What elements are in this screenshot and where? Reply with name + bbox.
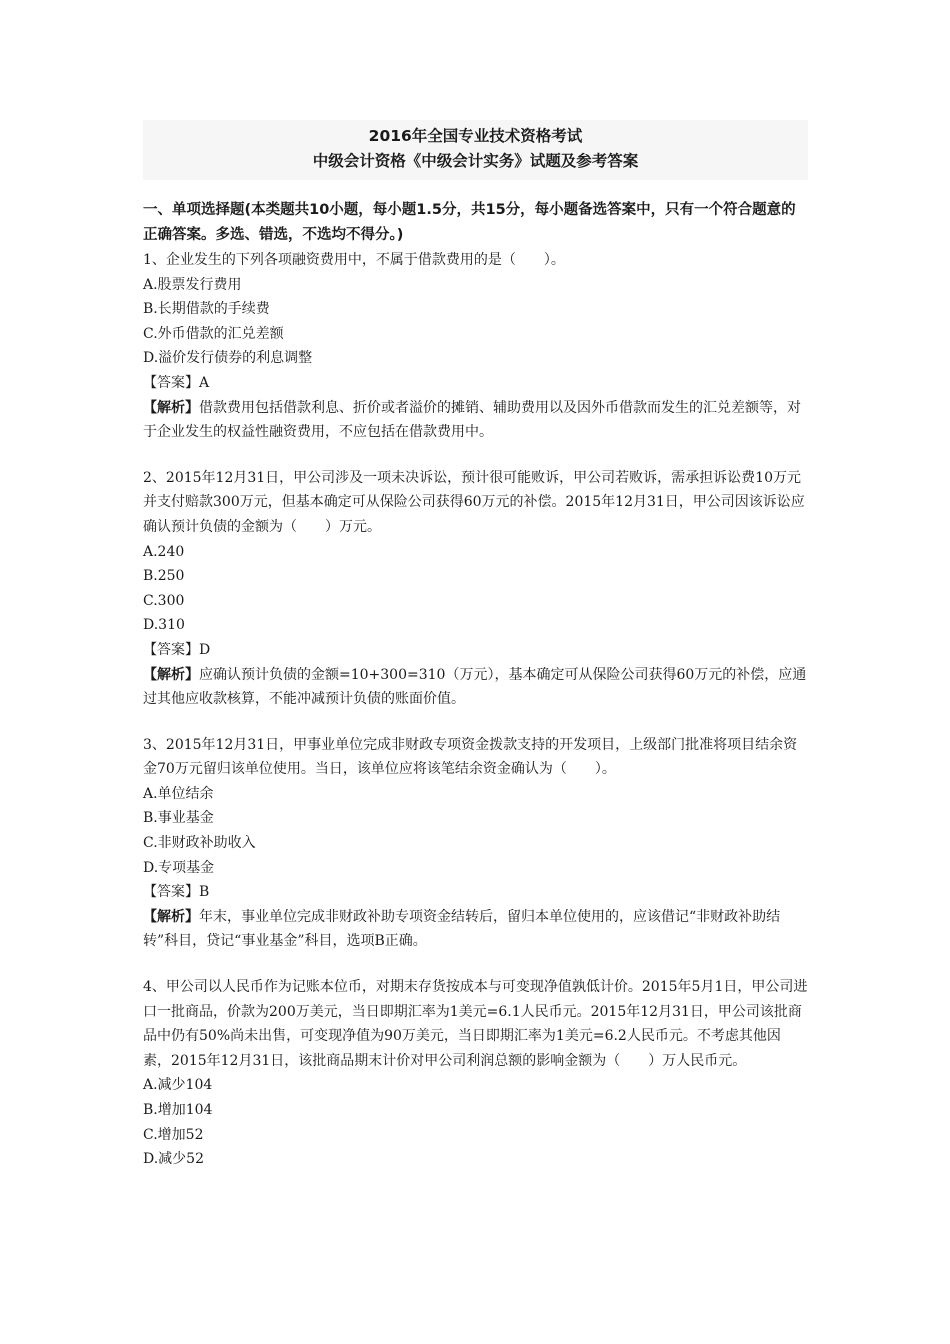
answer-line: 【答案】D xyxy=(143,641,211,658)
option-a: A.股票发行费用 xyxy=(143,276,242,293)
analysis-label: 【解析】 xyxy=(143,908,199,925)
answer-line: 【答案】A xyxy=(143,374,210,391)
analysis xyxy=(143,663,808,712)
question-stem: 2、2015年12月31日，甲公司涉及一项未决诉讼，预计很可能败诉，甲公司若败诉，需承担诉讼费10万元并支付赔款300万元，但基本确定可从保险公司获得60万元的补偿。2015年12月31日，甲公司因该诉讼应确认预计负债的金额为（ ）万元。 xyxy=(143,469,805,535)
section-heading: 一、单项选择题(本类题共10小题，每小题1.5分，共15分，每小题备选答案中，只有一个符合题意的正确答案。多选、错选，不选均不得分。) xyxy=(143,202,796,243)
analysis-text: 应确认预计负债的金额=10+300=310（万元），基本确定可从保险公司获得60万元的补偿，应通过其他应收款核算，不能冲减预计负债的账面价值。 xyxy=(143,666,807,708)
document-subtitle: 中级会计资格《中级会计实务》试题及参考答案 xyxy=(312,152,639,170)
document-page xyxy=(143,120,808,1172)
option-a: A.单位结余 xyxy=(143,785,214,802)
option-b: B.长期借款的手续费 xyxy=(143,301,270,318)
question-stem: 1、企业发生的下列各项融资费用中，不属于借款费用的是（ ）。 xyxy=(143,252,565,268)
analysis-label: 【解析】 xyxy=(143,399,199,416)
option-b: B.增加104 xyxy=(143,1102,213,1118)
option-b: B.事业基金 xyxy=(143,810,214,827)
option-c: C.非财政补助收入 xyxy=(143,835,256,852)
question-4 xyxy=(143,975,808,1172)
question-2 xyxy=(143,466,808,712)
question-stem: 4、甲公司以人民币作为记账本位币，对期末存货按成本与可变现净值孰低计价。2015年5月1日，甲公司进口一批商品，价款为200万美元，当日即期汇率为1美元=6.1人民币元。2015年12月31日，甲公司该批商品中仍有50%尚未出售，可变现净值为90万美元，当日即期汇率为1美元=6.2人民币元。不考虑其他因素，2015年12月31日，该批商品期末计价对甲公司利润总额的影响金额为（ ）万人民币元。 xyxy=(143,979,808,1069)
answer-line: 【答案】B xyxy=(143,884,210,901)
question-3 xyxy=(143,733,808,954)
analysis-text: 年末，事业单位完成非财政补助专项资金结转后，留归本单位使用的，应该借记“非财政补助结转”科目，贷记“事业基金”科目，选项B正确。 xyxy=(143,908,781,950)
analysis xyxy=(143,905,808,954)
option-a: A.240 xyxy=(143,543,185,560)
analysis-text: 借款费用包括借款利息、折价或者溢价的摊销、辅助费用以及因外币借款而发生的汇兑差额等，对于企业发生的权益性融资费用，不应包括在借款费用中。 xyxy=(143,399,801,441)
analysis-label: 【解析】 xyxy=(143,666,199,683)
analysis xyxy=(143,396,808,445)
option-b: B.250 xyxy=(143,568,185,585)
option-c: C.外币借款的汇兑差额 xyxy=(143,325,284,342)
option-d: D.310 xyxy=(143,617,185,634)
option-d: D.专项基金 xyxy=(143,859,215,876)
option-c: C.300 xyxy=(143,592,185,609)
question-1 xyxy=(143,248,808,445)
option-d: D.溢价发行债券的利息调整 xyxy=(143,350,313,367)
title-block xyxy=(143,120,808,180)
question-stem: 3、2015年12月31日，甲事业单位完成非财政专项资金拨款支持的开发项目，上级部门批准将项目结余资金70万元留归该单位使用。当日，该单位应将该笔结余资金确认为（ ）。 xyxy=(143,736,798,778)
option-a: A.减少104 xyxy=(143,1077,213,1094)
option-c: C.增加52 xyxy=(143,1126,204,1143)
document-title: 2016年全国专业技术资格考试 xyxy=(368,127,583,145)
option-d: D.减少52 xyxy=(143,1151,204,1168)
